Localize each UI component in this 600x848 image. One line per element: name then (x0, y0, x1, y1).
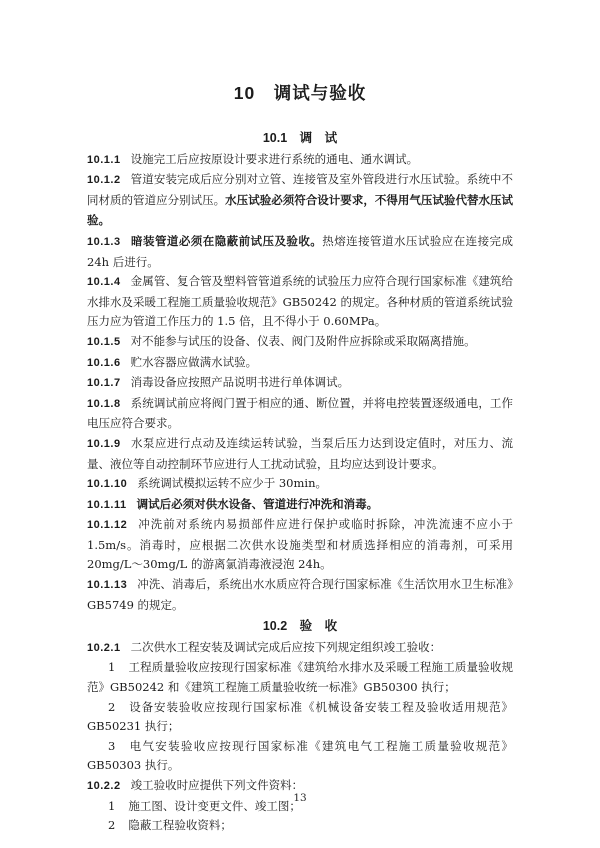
clause-number: 10.1.4 (87, 276, 121, 289)
clause (87, 515, 513, 575)
clause-number: 10.1.2 (87, 174, 121, 187)
page-number: 13 (293, 792, 307, 804)
clause-text: 系统调试模拟运转不应少于 30min。 (137, 476, 327, 491)
mandatory-text: 水压试验必须符合设计要求，不得用气压试验代替水压试验。 (87, 194, 514, 228)
list-item (87, 658, 513, 697)
clause-text: 系统调试前应将阀门置于相应的通、断位置，并将电控装置逐级通电，工作电压应符合要求。 (87, 395, 513, 431)
clause-text: 管道安装完成后应分别对立管、连接管及室外管段进行水压试验。系统中不同材质的管道应分别试压。 (87, 172, 513, 207)
clause-text: 施工图、设计变更文件、竣工图； (128, 798, 301, 813)
clause-number: 10.1.10 (87, 478, 128, 491)
clause (87, 272, 513, 332)
clause-number: 10.1.7 (87, 377, 121, 390)
clause-text: 竣工验收时应提供下列文件资料： (130, 778, 304, 792)
clause-text: 设备安装验收应按现行国家标准《机械设备安装工程及验收适用规范》GB50231 执行； (87, 699, 513, 734)
list-item (87, 816, 513, 836)
clause (87, 170, 513, 232)
item-number: 2 (108, 818, 116, 833)
item-number: 3 (108, 738, 116, 753)
item-number: 1 (108, 798, 116, 813)
clause-number: 10.1.13 (87, 579, 128, 592)
clause (87, 332, 513, 353)
clause (87, 638, 513, 659)
clause-number: 10.2.1 (87, 641, 121, 654)
clause (87, 353, 513, 374)
clause-text: 工程质量验收应按现行国家标准《建筑给水排水及采暖工程施工质量验收规范》GB50242 和《建筑工程施工质量验收统一标准》GB50300 执行； (87, 660, 513, 695)
clause-text: 冲洗、消毒后，系统出水水质应符合现行国家标准《生活饮用水卫生标准》GB5749 的规定。 (87, 577, 513, 612)
clause-number: 10.1.8 (87, 397, 121, 410)
clause-text: 冲洗前对系统内易损部件应进行保护或临时拆除，冲洗流速不应小于 1.5m/s。消毒时，应根据二次供水设施类型和材质选择相应的消毒剂，可采用 20mg/L～30mg/L 的游离氯消毒液浸泡 24h。 (87, 517, 513, 572)
clause (87, 434, 513, 474)
list-item (87, 698, 513, 737)
clause-number: 10.1.6 (87, 356, 121, 369)
clause-text: 对不能参与试压的设备、仪表、阀门及附件应拆除或采取隔离措施。 (130, 333, 476, 348)
clause (87, 232, 513, 272)
clause-text: 金属管、复合管及塑料管管道系统的试验压力应符合现行国家标准《建筑给水排水及采暖工程施工质量验收规范》GB50242 的规定。各种材质的管道系统试验压力应为管道工作压力的 1.5 倍，且不得小于 0.60MPa。 (87, 274, 513, 329)
clause-number: 10.1.12 (87, 519, 128, 532)
clause-text: 贮水容器应做满水试验。 (130, 354, 258, 369)
clause (87, 575, 513, 615)
document-body (87, 129, 513, 836)
clause-text: 热熔连接管道水压试验应在连接完成 24h 后进行。 (87, 233, 514, 269)
clause (87, 150, 513, 171)
clause-number: 10.1.1 (87, 153, 121, 166)
chapter-title: 10 调试与验收 (233, 83, 367, 103)
clause-number: 10.1.9 (87, 437, 121, 450)
list-item (87, 737, 513, 776)
mandatory-text: 调试后必须对供水设备、管道进行冲洗和消毒。 (136, 498, 379, 511)
clause-number: 10.1.5 (87, 335, 121, 348)
item-number: 2 (108, 699, 116, 714)
clause-text: 水泵应进行点动及连续运转试验，当泵后压力达到设定值时，对压力、流量、液位等自动控制环节应进行人工扰动试验，且均应达到设计要求。 (87, 435, 513, 471)
section-heading: 10.1 调 试 (262, 131, 338, 145)
clause-number: 10.2.2 (87, 780, 121, 792)
clause-text: 二次供水工程安装及调试完成后应按下列规定组织竣工验收： (130, 639, 442, 654)
clause (87, 495, 513, 516)
clause-text: 隐蔽工程验收资料； (128, 818, 232, 833)
clause-text: 电气安装验收应按现行国家标准《建筑电气工程施工质量验收规范》GB50303 执行。 (87, 738, 513, 773)
clause (87, 394, 513, 434)
mandatory-text: 暗装管道必须在隐蔽前试压及验收。 (130, 235, 323, 248)
clause-number: 10.1.3 (87, 235, 121, 248)
clause-text: 消毒设备应按照产品说明书进行单体调试。 (130, 375, 350, 390)
clause-text: 设施完工后应按原设计要求进行系统的通电、通水调试。 (130, 151, 419, 166)
clause (87, 373, 513, 394)
section-heading: 10.2 验 收 (262, 619, 338, 634)
clause (87, 474, 513, 495)
item-number: 1 (108, 660, 116, 675)
clause-number: 10.1.11 (87, 498, 127, 511)
